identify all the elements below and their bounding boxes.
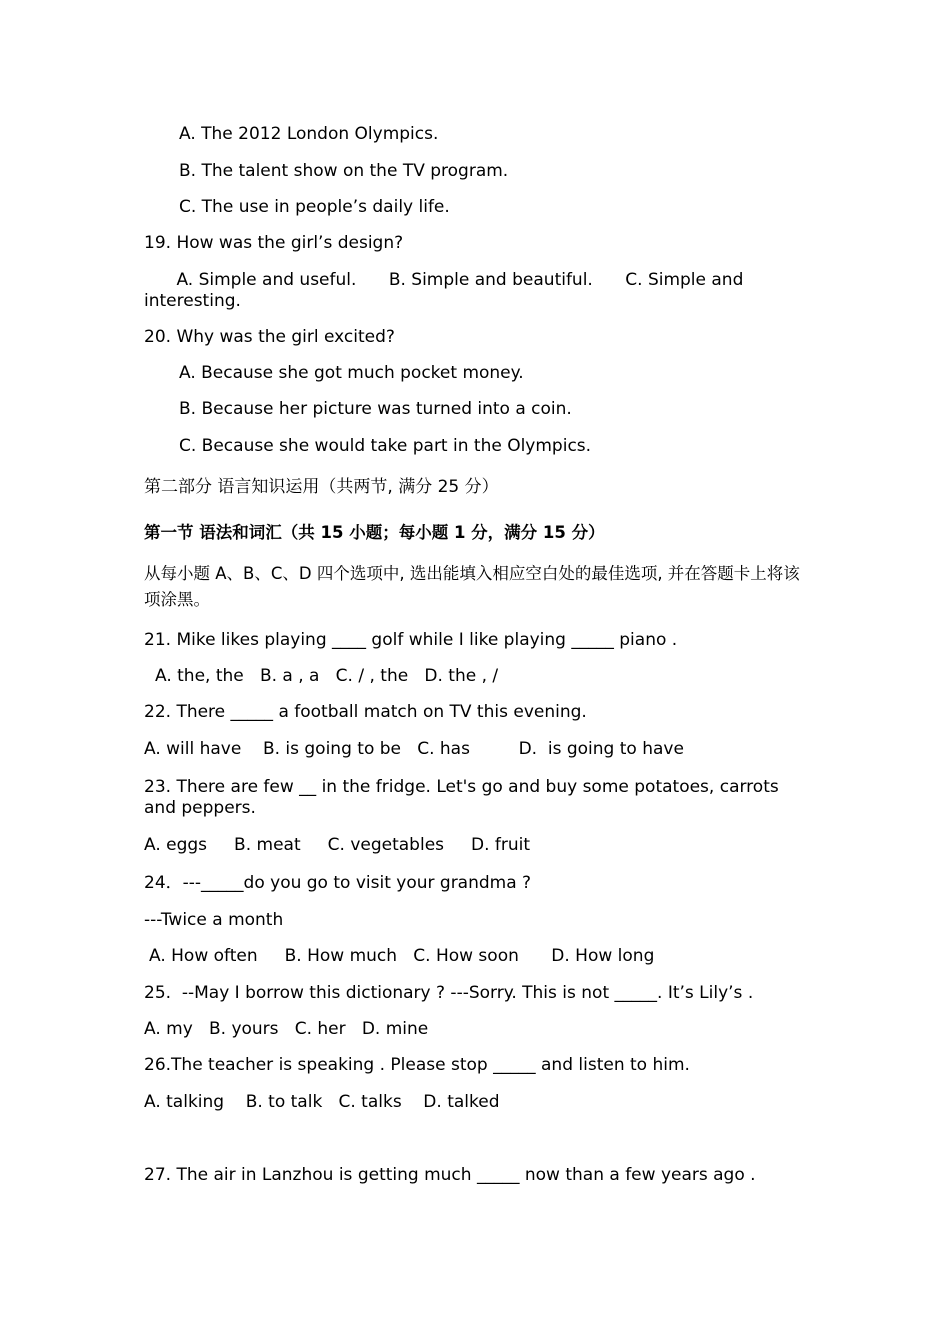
q23-stem: 23. There are few __ in the fridge. Let's go and buy some potatoes, carrots and peppers. (144, 777, 785, 818)
q21-stem: 21. Mike likes playing ____ golf while I like playing _____ piano . (144, 630, 678, 650)
q27-stem: 27. The air in Lanzhou is getting much _____ now than a few years ago . (144, 1165, 756, 1185)
q25-stem: 25. --May I borrow this dictionary ? ---Sorry. This is not _____. It’s Lily’s . (144, 983, 754, 1003)
q24-answer: ---Twice a month (144, 910, 284, 930)
instructions: 从每小题 A、B、C、D 四个选项中, 选出能填入相应空白处的最佳选项, 并在答题卡上将该项涂黑。 (144, 564, 800, 609)
q24-options: A. How often B. How much C. How soon D. How long (149, 946, 655, 966)
part2-heading: 第二部分 语言知识运用（共两节, 满分 25 分） (144, 477, 499, 497)
q23-options: A. eggs B. meat C. vegetables D. fruit (144, 835, 531, 855)
q18-option-b: B. The talent show on the TV program. (179, 161, 509, 181)
q18-option-c: C. The use in people’s daily life. (179, 197, 450, 217)
q20-stem: 20. Why was the girl excited? (144, 327, 395, 347)
q19-options: A. Simple and useful. B. Simple and beautiful. C. Simple and interesting. (144, 270, 749, 311)
q20-option-b: B. Because her picture was turned into a coin. (179, 399, 572, 419)
q18-option-a: A. The 2012 London Olympics. (179, 124, 439, 144)
q19-stem: 19. How was the girl’s design? (144, 233, 404, 253)
q24-stem: 24．---_____do you go to visit your grandma ? (144, 873, 532, 893)
section1-heading: 第一节 语法和词汇（共 15 小题；每小题 1 分，满分 15 分） (144, 523, 605, 542)
q20-option-a: A. Because she got much pocket money. (179, 363, 524, 383)
q25-options: A. my B. yours C. her D. mine (144, 1019, 429, 1039)
q21-options: A. the, the B. a , a C. / , the D. the , / (155, 666, 499, 686)
q26-options: A. talking B. to talk C. talks D. talked (144, 1092, 500, 1112)
q22-stem: 22. There _____ a football match on TV this evening. (144, 702, 587, 722)
q20-option-c: C. Because she would take part in the Olympics. (179, 436, 592, 456)
q26-stem: 26.The teacher is speaking . Please stop _____ and listen to him. (144, 1055, 690, 1075)
q22-options: A. will have B. is going to be C. has D. is going to have (144, 739, 684, 759)
